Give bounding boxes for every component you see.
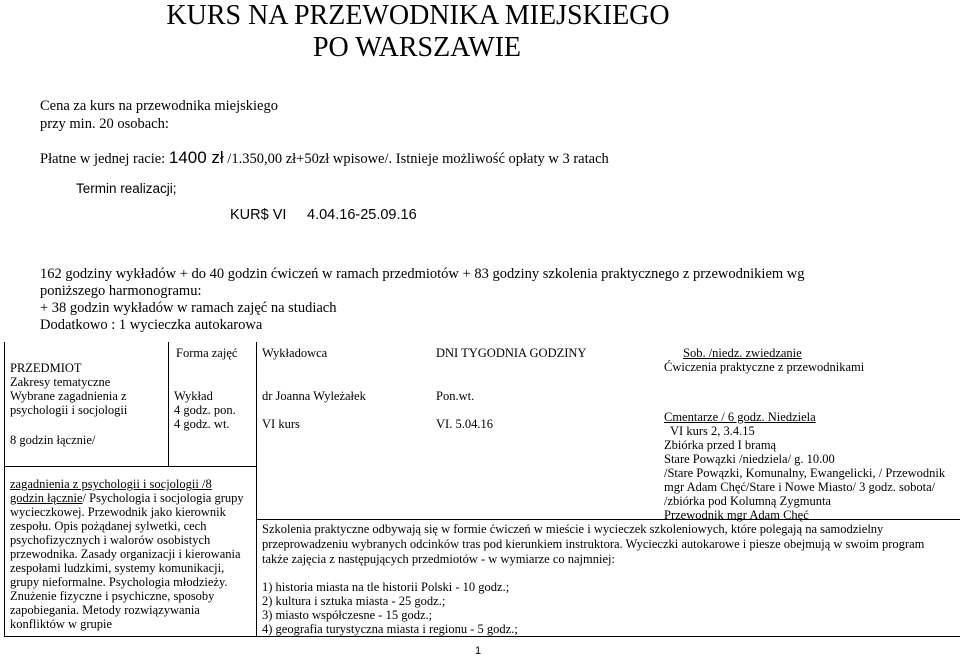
form-line-3: 4 godz. wt. [174,417,230,431]
price-line-1: Cena za kurs na przewodnika miejskiego [40,98,278,114]
topic-underlined-2: godzin łącznie [10,491,83,505]
form-line-2: 4 godz. pon. [174,403,236,417]
payment-suffix: /1.350,00 zł+50zł wpisowe/. Istnieje możliwość opłaty w 3 ratach [223,151,609,167]
summary-line-4: Dodatkowo : 1 wycieczka autokarowa [40,317,263,333]
lecturer-group: VI kurs [262,417,300,431]
table-border-left [4,342,5,636]
right-line-4: Stare Powązki /niedziela/ g. 10.00 [664,452,835,466]
subject-item-4: 4) geografia turystyczna miasta i regionu - 5 godz.; [262,622,518,636]
table-border-practice [256,519,960,520]
col-lecturer: Wykładowca [262,346,328,360]
col-days: DNI TYGODNIA GODZINY [436,346,587,360]
right-line-8: Przewodnik mgr Adam Chęć [664,508,809,522]
table-border-bottom-right [256,636,960,637]
practice-text-2: przeprowadzeniu wybranych odcinków tras pod kierunkiem instruktora. Wycieczki autokarowe i piesze obejmują w swoim program [262,537,925,551]
table-border-bottom [4,636,256,637]
page-title-line2: PO WARSZAWIE [312,32,522,63]
subject-hours: 8 godzin łącznie/ [10,433,96,447]
class-day: Pon.wt. [436,389,475,403]
summary-line-1: 162 godziny wykładów + do 40 godzin ćwiczeń w ramach przedmiotów + 83 godziny szkolenia praktycznego z przewodnikiem wg [40,266,805,282]
subject-item-1: 1) historia miasta na tle historii Polski - 10 godz.; [262,580,510,594]
page-number: 1 [475,645,482,657]
table-border-col2 [256,342,257,636]
summary-line-3: + 38 godzin wykładów w ramach zajęć na studiach [40,300,337,316]
right-header-2: Ćwiczenia praktyczne z przewodnikami [664,360,865,374]
term-label: Termin realizacji; [76,181,177,196]
subject-item-3: 3) miasto współczesne - 15 godz.; [262,608,433,622]
topic-rest: / Psychologia i socjologia grupy wycieczkowej. Przewodnik jako kierownik zespołu. Opis pożądanej sylwetki, cech psychofizycznych i walorów osobistych przewodnika. Zasady organizacji i kierowania zespołami ludzkimi, systemy komunikacji, grupy nieformalne. Psychologia młodzieży. Znużenie fizyczne i psychiczne, sposoby zapobiegania. Metody rozwiązywania konfliktów w grupie [10,491,244,631]
col-subject: PRZEDMIOT [10,361,82,375]
course-code: KUR$ VI [230,207,287,223]
summary-line-2: poniższego harmonogramu: [40,283,202,299]
table-border-mid [4,466,256,467]
price-line-2: przy min. 20 osobach: [40,116,169,132]
payment-prefix: Płatne w jednej racie: [40,151,169,167]
course-dates: 4.04.16-25.09.16 [307,207,417,223]
class-date: VI. 5.04.16 [436,417,493,431]
payment-line [40,149,609,168]
right-header-1: Sob. /niedz. zwiedzanie [683,346,802,360]
practice-text-3: także zajęcia z następujących przedmiotów - w wymiarze co najmniej: [262,552,615,566]
subject-item-2: 2) kultura i sztuka miasta - 25 godz.; [262,594,446,608]
right-line-3: Zbiórka przed I bramą [664,438,777,452]
col-form: Forma zajęć [176,346,238,360]
lecturer-name: dr Joanna Wyleżałek [262,389,366,403]
subject-line-2: Wybrane zagadnienia z [10,389,127,403]
topic-underlined: zagadnienia z psychologii i socjologii /8 [10,477,212,491]
topic-description [10,477,252,631]
right-line-7: /zbiórka pod Kolumną Zygmunta [664,494,831,508]
form-line-1: Wykład [174,389,213,403]
page-title-line1: KURS NA PRZEWODNIKA MIEJSKIEGO [166,0,670,31]
table-border-col1 [168,342,169,466]
right-line-1: Cmentarze / 6 godz. Niedziela [664,410,816,424]
right-line-2: VI kurs 2, 3.4.15 [670,424,755,438]
subject-line-3: psychologii i socjologii [10,403,128,417]
practice-text-1: Szkolenia praktyczne odbywają się w formie ćwiczeń w mieście i wycieczek szkoleniowych, które polegają na samodzielny [262,522,884,536]
payment-amount: 1400 zł [168,148,224,167]
right-line-6: mgr Adam Chęć/Stare i Nowe Miasto/ 3 godz. sobota/ [664,480,936,494]
subject-line-1: Zakresy tematyczne [10,375,111,389]
right-line-5: /Stare Powązki, Komunalny, Ewangelicki, / Przewodnik [664,466,946,480]
